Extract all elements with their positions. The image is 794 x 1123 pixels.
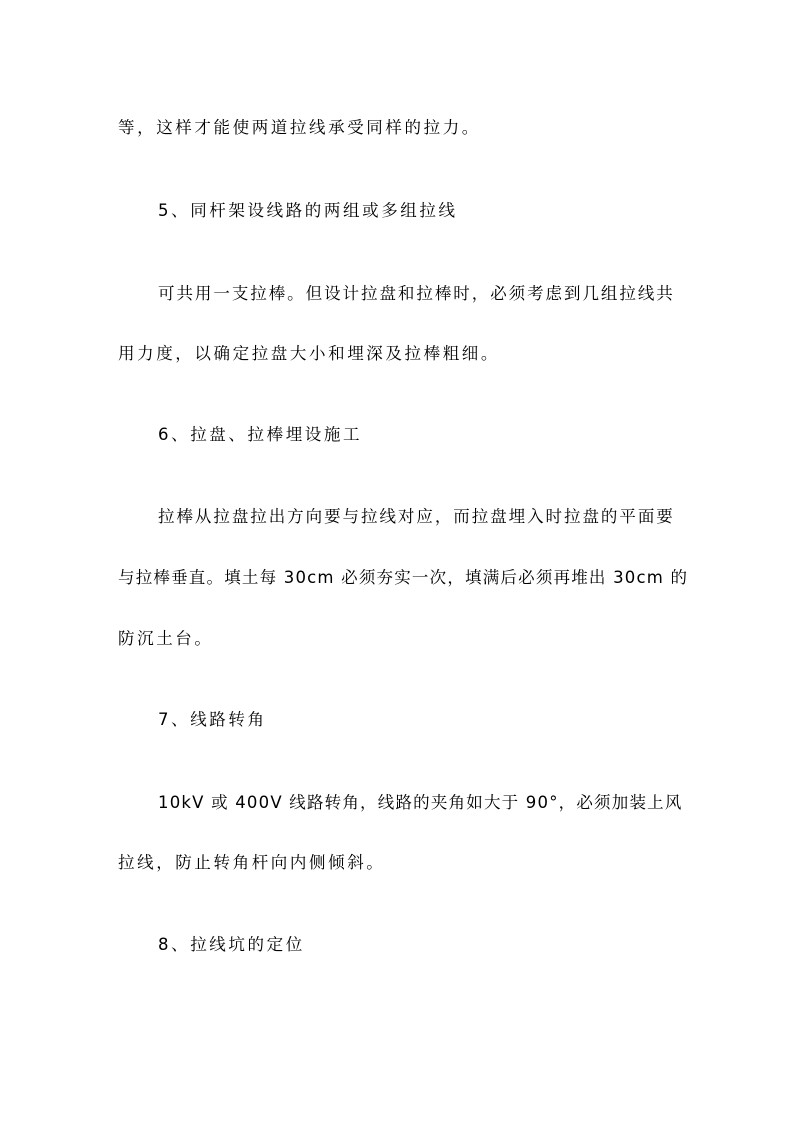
section-heading: 7、线路转角 — [158, 710, 267, 729]
section-heading: 8、拉线坑的定位 — [158, 935, 305, 954]
paragraph-line: 防沉土台。 — [118, 629, 214, 648]
section-heading: 6、拉盘、拉棒埋设施工 — [158, 425, 363, 444]
paragraph-line: 等，这样才能使两道拉线承受同样的拉力。 — [118, 118, 481, 137]
paragraph-line: 10kV 或 400V 线路转角，线路的夹角如大于 90°，必须加装上风 — [158, 793, 683, 812]
paragraph-line: 与拉棒垂直。填土每 30cm 必须夯实一次，填满后必须再堆出 30cm 的 — [118, 568, 689, 587]
paragraph-line: 拉棒从拉盘拉出方向要与拉线对应，而拉盘埋入时拉盘的平面要 — [158, 507, 674, 526]
section-heading: 5、同杆架设线路的两组或多组拉线 — [158, 201, 458, 220]
paragraph-line: 可共用一支拉棒。但设计拉盘和拉棒时，必须考虑到几组拉线共 — [158, 284, 674, 303]
paragraph-line: 拉线，防止转角杆向内侧倾斜。 — [118, 853, 386, 872]
paragraph-line: 用力度，以确定拉盘大小和埋深及拉棒粗细。 — [118, 344, 500, 363]
